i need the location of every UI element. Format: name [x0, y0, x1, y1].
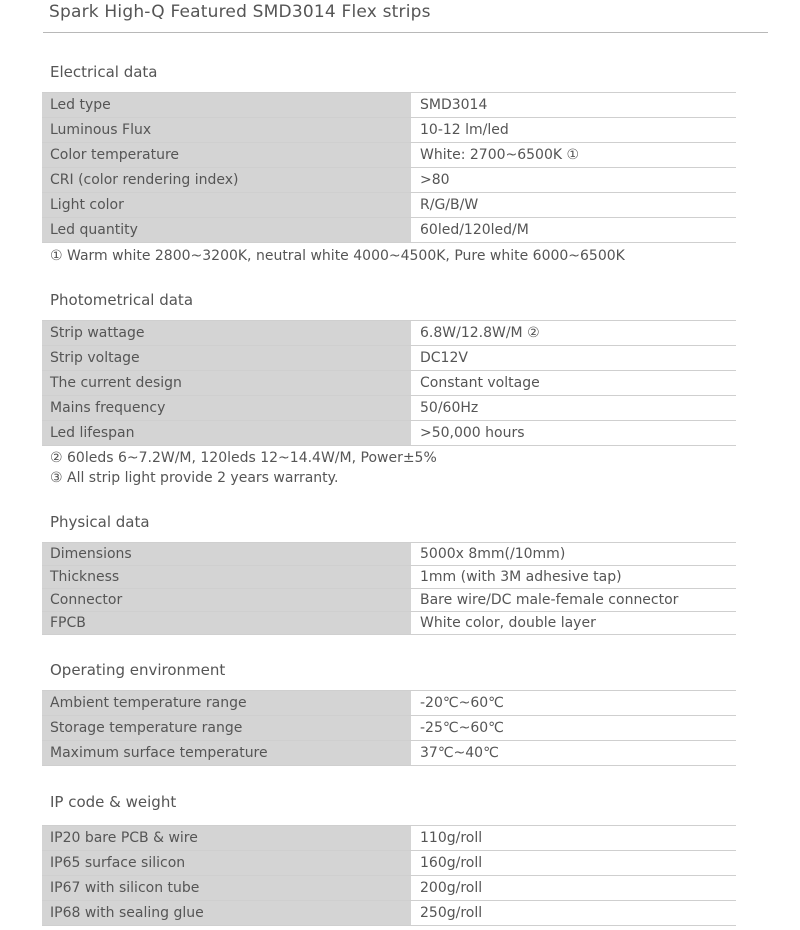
spec-value: White: 2700~6500K ①	[411, 143, 736, 167]
spec-value: 60led/120led/M	[411, 218, 736, 242]
table-row	[42, 543, 736, 566]
spec-value: SMD3014	[411, 93, 736, 117]
table-row	[42, 193, 736, 218]
table-row	[42, 118, 736, 143]
spec-label: Ambient temperature range	[42, 691, 411, 715]
spec-label: Color temperature	[42, 143, 411, 167]
spec-value: White color, double layer	[411, 612, 736, 634]
spec-value: R/G/B/W	[411, 193, 736, 217]
spec-value: 50/60Hz	[411, 396, 736, 420]
table-row	[42, 346, 736, 371]
table-row	[42, 321, 736, 346]
spec-label: Led type	[42, 93, 411, 117]
spec-table	[42, 825, 736, 926]
spec-value: Bare wire/DC male-female connector	[411, 589, 736, 611]
table-row	[42, 612, 736, 635]
spec-value: Constant voltage	[411, 371, 736, 395]
spec-table	[42, 690, 736, 766]
section-title: Electrical data	[50, 63, 158, 81]
footnote: ① Warm white 2800~3200K, neutral white 4000~4500K, Pure white 6000~6500K	[50, 248, 625, 264]
spec-value: 10-12 lm/led	[411, 118, 736, 142]
spec-value: 110g/roll	[411, 826, 736, 850]
spec-label: Luminous Flux	[42, 118, 411, 142]
section-operating-environment	[42, 659, 736, 766]
spec-value: DC12V	[411, 346, 736, 370]
spec-value: 200g/roll	[411, 876, 736, 900]
table-row	[42, 876, 736, 901]
table-row	[42, 93, 736, 118]
section-physical	[42, 511, 736, 635]
table-row	[42, 691, 736, 716]
spec-label: IP65 surface silicon	[42, 851, 411, 875]
table-row	[42, 168, 736, 193]
spec-label: Strip wattage	[42, 321, 411, 345]
table-row	[42, 143, 736, 168]
footnote: ② 60leds 6~7.2W/M, 120leds 12~14.4W/M, Power±5%	[50, 450, 437, 466]
spec-label: IP68 with sealing glue	[42, 901, 411, 925]
spec-label: FPCB	[42, 612, 411, 634]
footnote: ③ All strip light provide 2 years warranty.	[50, 470, 339, 486]
table-row	[42, 421, 736, 446]
section-ip-code-weight	[42, 791, 736, 926]
table-row	[42, 716, 736, 741]
spec-table	[42, 542, 736, 635]
spec-value: 250g/roll	[411, 901, 736, 925]
spec-table	[42, 320, 736, 446]
spec-label: Dimensions	[42, 543, 411, 565]
table-row	[42, 371, 736, 396]
spec-label: IP67 with silicon tube	[42, 876, 411, 900]
spec-label: Light color	[42, 193, 411, 217]
spec-value: 6.8W/12.8W/M ②	[411, 321, 736, 345]
table-row	[42, 566, 736, 589]
table-row	[42, 589, 736, 612]
spec-value: 160g/roll	[411, 851, 736, 875]
table-row	[42, 826, 736, 851]
table-row	[42, 396, 736, 421]
section-title: Operating environment	[50, 661, 226, 679]
spec-value: -25℃~60℃	[411, 716, 736, 740]
spec-label: Maximum surface temperature	[42, 741, 411, 765]
spec-label: Thickness	[42, 566, 411, 588]
spec-value: 37℃~40℃	[411, 741, 736, 765]
spec-value: >80	[411, 168, 736, 192]
table-row	[42, 741, 736, 766]
spec-value: 5000x 8mm(/10mm)	[411, 543, 736, 565]
section-photometrical	[42, 289, 736, 488]
section-electrical	[42, 61, 736, 266]
page-title: Spark High-Q Featured SMD3014 Flex strips	[49, 2, 431, 22]
spec-label: Led quantity	[42, 218, 411, 242]
title-divider	[43, 32, 768, 33]
section-title: Photometrical data	[50, 291, 194, 309]
table-row	[42, 851, 736, 876]
spec-label: The current design	[42, 371, 411, 395]
spec-label: Strip voltage	[42, 346, 411, 370]
spec-table	[42, 92, 736, 243]
spec-value: 1mm (with 3M adhesive tap)	[411, 566, 736, 588]
spec-label: Mains frequency	[42, 396, 411, 420]
spec-label: Storage temperature range	[42, 716, 411, 740]
spec-value: >50,000 hours	[411, 421, 736, 445]
spec-label: Connector	[42, 589, 411, 611]
spec-value: -20℃~60℃	[411, 691, 736, 715]
spec-label: CRI (color rendering index)	[42, 168, 411, 192]
table-row	[42, 901, 736, 926]
table-row	[42, 218, 736, 243]
section-title: Physical data	[50, 513, 150, 531]
spec-label: Led lifespan	[42, 421, 411, 445]
section-title: IP code & weight	[50, 793, 177, 811]
spec-label: IP20 bare PCB & wire	[42, 826, 411, 850]
